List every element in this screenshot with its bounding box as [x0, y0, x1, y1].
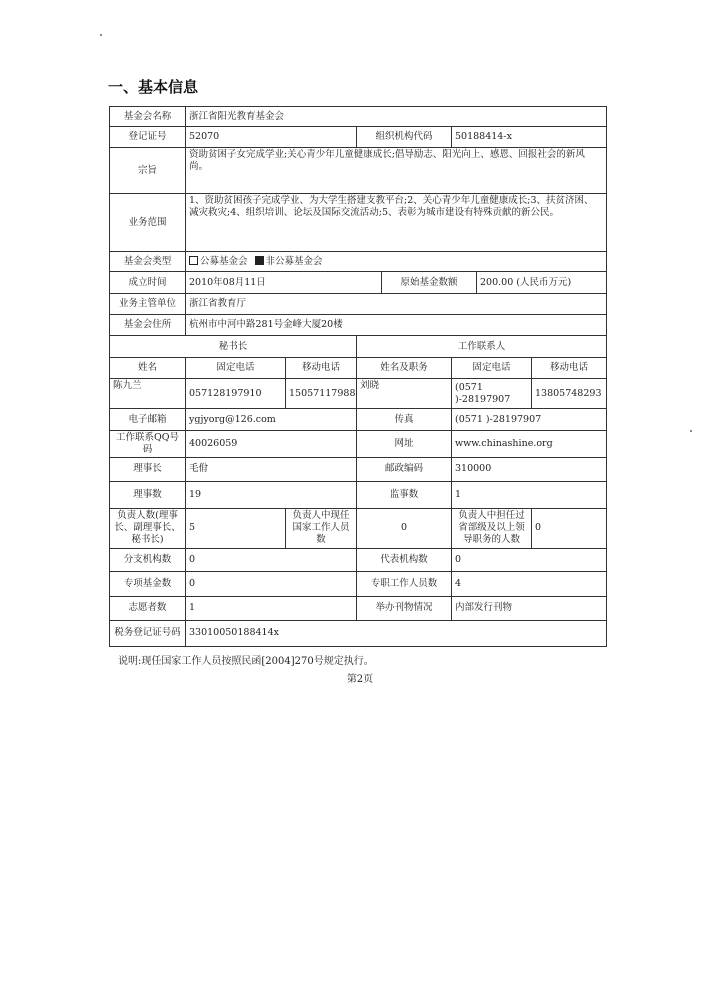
founded-value: 2010年08月11日: [186, 272, 382, 294]
tax-id-value: 33010050188414x: [186, 620, 607, 646]
authority-label: 业务主管单位: [110, 294, 186, 315]
foundation-info-table: [109, 106, 607, 647]
contact-phone: (0571 )-28197907: [452, 379, 532, 409]
chairman-value: 毛佾: [186, 457, 357, 481]
type-label: 基金会类型: [110, 252, 186, 272]
tax-id-label: 税务登记证号码: [110, 620, 186, 646]
supervisors-label: 监事数: [357, 481, 452, 508]
supervisors-value: 1: [452, 481, 607, 508]
branches-value: 0: [186, 548, 357, 571]
publications-value: 内部发行刊物: [452, 596, 607, 620]
former-officials-label: 负责人中担任过省部级及以上领导职务的人数: [452, 508, 532, 548]
secretary-header: 秘书长: [110, 336, 357, 358]
contact-header: 工作联系人: [357, 336, 607, 358]
leaders-value: 5: [186, 508, 286, 548]
postcode-label: 邮政编码: [357, 457, 452, 481]
postcode-value: 310000: [452, 457, 607, 481]
foundation-name-label: 基金会名称: [110, 107, 186, 127]
address-label: 基金会住所: [110, 315, 186, 336]
address-value: 杭州市中河中路281号金峰大厦20楼: [186, 315, 607, 336]
purpose-value: 资助贫困子女完成学业;关心青少年儿童健康成长;倡导励志、阳光向上、感恩、回报社会的新风尚。: [186, 148, 607, 194]
qq-label: 工作联系QQ号码: [110, 431, 186, 458]
civil-servants-value: 0: [357, 508, 452, 548]
authority-value: 浙江省教育厅: [186, 294, 607, 315]
contact-mobile: 13805748293: [532, 379, 607, 409]
col-name-title: 姓名及职务: [357, 358, 452, 379]
qq-value: 40026059: [186, 431, 357, 458]
footnote: 说明:现任国家工作人员按照民函[2004]270号规定执行。: [118, 656, 374, 667]
civil-servants-label: 负责人中现任国家工作人员数: [286, 508, 357, 548]
scan-speck: [690, 430, 692, 432]
leaders-label: 负责人数(理事长、副理事长、秘书长): [110, 508, 186, 548]
col-mobile2: 移动电话: [532, 358, 607, 379]
private-fund-option: 非公募基金会: [265, 255, 323, 267]
scope-value: 1、资助贫困孩子完成学业、为大学生搭建支教平台;2、关心青少年儿童健康成长;3、扶贫济困、减灾救灾;4、组织培训、论坛及国际交流活动;5、表彰为城市建设有特殊贡献的新公民。: [186, 194, 607, 252]
col-mobile: 移动电话: [286, 358, 357, 379]
email-value: ygjyorg@126.com: [186, 409, 357, 431]
reg-number-label: 登记证号: [110, 127, 186, 148]
secretary-name: 陈九兰: [110, 379, 186, 409]
type-options: [186, 252, 607, 272]
staff-value: 4: [452, 571, 607, 596]
col-phone: 固定电话: [186, 358, 286, 379]
initial-fund-value: 200.00 (人民币万元): [477, 272, 607, 294]
special-funds-value: 0: [186, 571, 357, 596]
col-name: 姓名: [110, 358, 186, 379]
rep-offices-value: 0: [452, 548, 607, 571]
directors-label: 理事数: [110, 481, 186, 508]
branches-label: 分支机构数: [110, 548, 186, 571]
website-label: 网址: [357, 431, 452, 458]
volunteers-value: 1: [186, 596, 357, 620]
public-fund-checkbox[interactable]: [189, 256, 198, 265]
fax-label: 传真: [357, 409, 452, 431]
initial-fund-label: 原始基金数额: [382, 272, 477, 294]
scan-speck: [100, 34, 102, 36]
former-officials-value: 0: [532, 508, 607, 548]
staff-label: 专职工作人员数: [357, 571, 452, 596]
website-value: www.chinashine.org: [452, 431, 607, 458]
secretary-phone: 057128197910: [186, 379, 286, 409]
email-label: 电子邮箱: [110, 409, 186, 431]
reg-number-value: 52070: [186, 127, 357, 148]
founded-label: 成立时间: [110, 272, 186, 294]
scope-label: 业务范围: [110, 194, 186, 252]
publications-label: 举办刊物情况: [357, 596, 452, 620]
private-fund-checkbox[interactable]: [255, 256, 264, 265]
purpose-label: 宗旨: [110, 148, 186, 194]
org-code-label: 组织机构代码: [357, 127, 452, 148]
directors-value: 19: [186, 481, 357, 508]
fax-value: (0571 )-28197907: [452, 409, 607, 431]
secretary-mobile: 15057117988: [286, 379, 357, 409]
special-funds-label: 专项基金数: [110, 571, 186, 596]
rep-offices-label: 代表机构数: [357, 548, 452, 571]
contact-name: 刘晓: [357, 379, 452, 409]
org-code-value: 50188414-x: [452, 127, 607, 148]
foundation-name-value: 浙江省阳光教育基金会: [186, 107, 607, 127]
col-phone2: 固定电话: [452, 358, 532, 379]
section-title: 一、基本信息: [108, 78, 199, 96]
public-fund-option: 公募基金会: [200, 255, 248, 267]
volunteers-label: 志愿者数: [110, 596, 186, 620]
chairman-label: 理事长: [110, 457, 186, 481]
page-number: 第2页: [346, 674, 374, 685]
